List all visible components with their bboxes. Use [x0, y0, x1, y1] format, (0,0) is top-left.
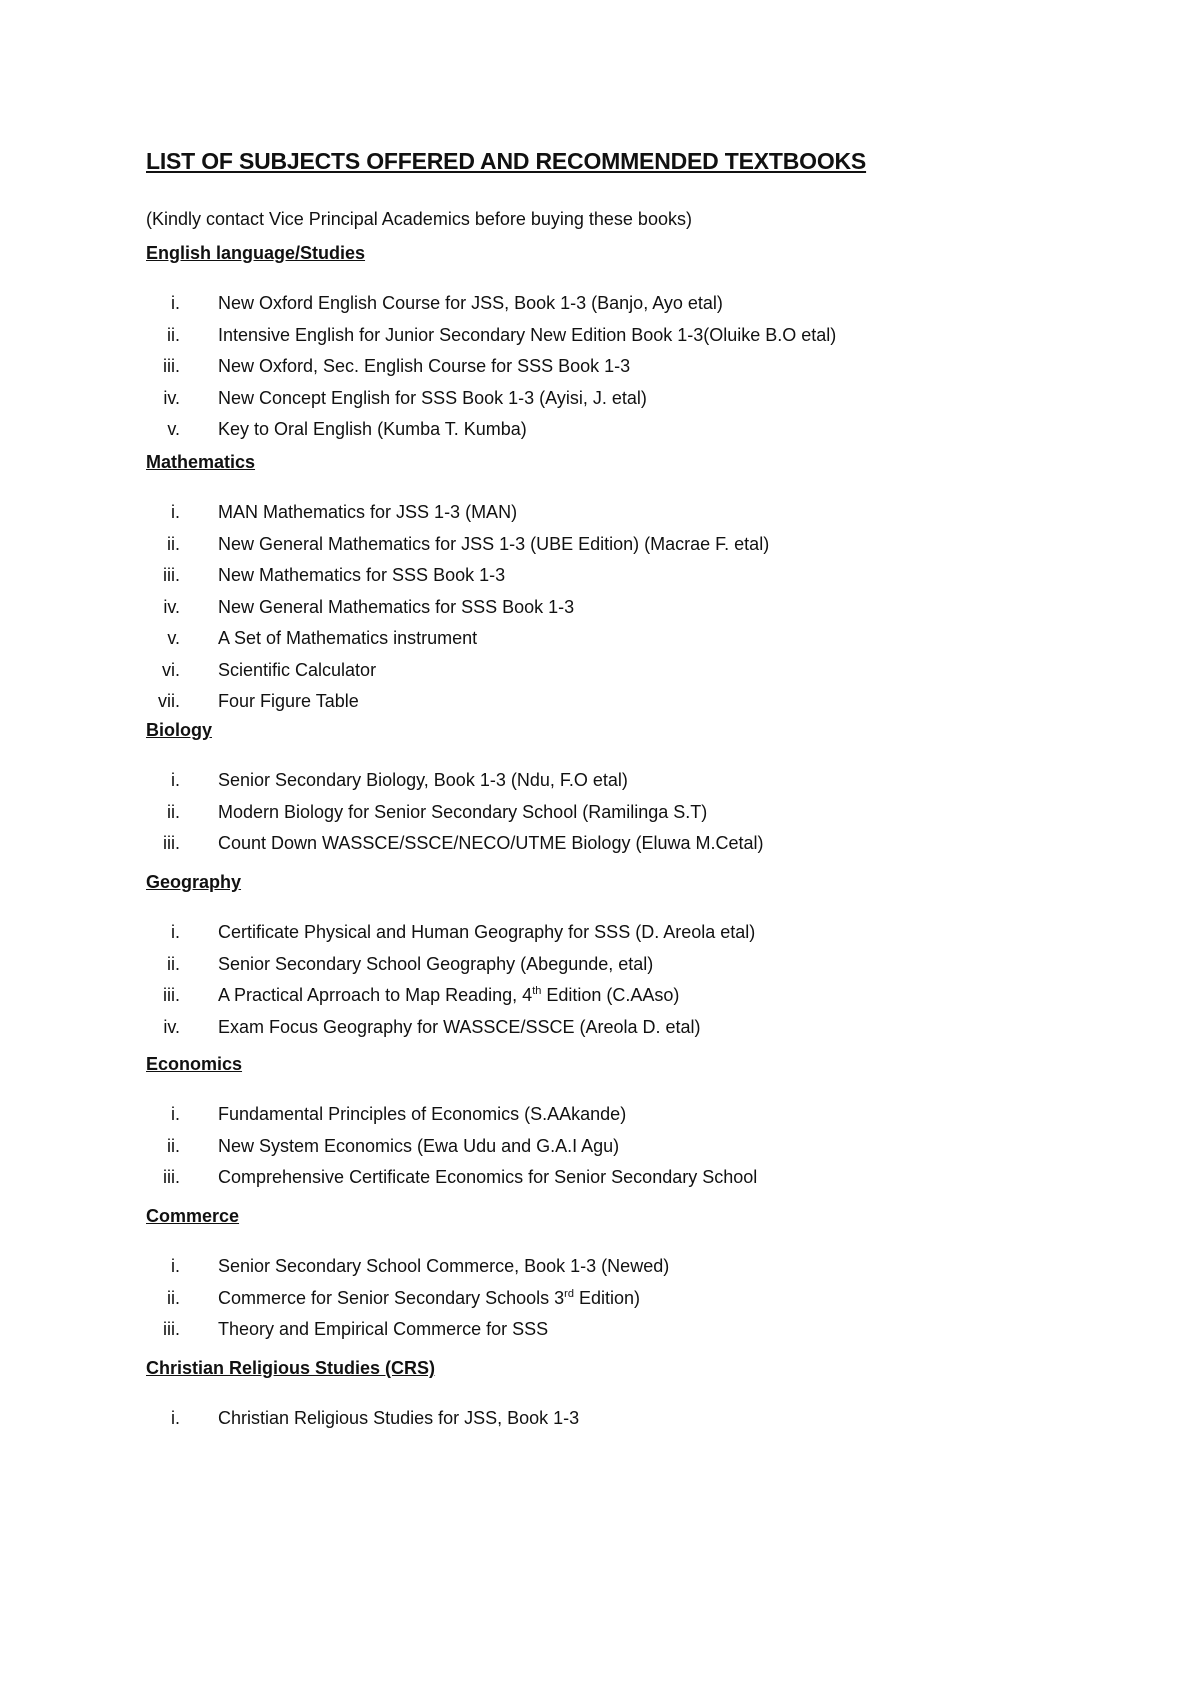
item-number: vi. — [162, 659, 180, 680]
subject-section — [146, 1051, 1146, 1196]
textbook-item — [146, 290, 1146, 322]
item-text: New Oxford English Course for JSS, Book 1-3 (Banjo, Ayo etal) — [218, 293, 723, 313]
item-text: New Concept English for SSS Book 1-3 (Ayisi, J. etal) — [218, 387, 647, 408]
textbook-item — [146, 1285, 1146, 1317]
item-number: i. — [171, 502, 180, 522]
textbook-list — [146, 767, 1146, 862]
item-number: iii. — [163, 985, 180, 1005]
textbook-item — [146, 1316, 1146, 1348]
item-number: ii. — [167, 801, 180, 822]
item-number: ii. — [167, 324, 180, 345]
item-text: New Oxford, Sec. English Course for SSS Book 1-3 — [218, 356, 631, 376]
item-number: ii. — [167, 953, 180, 974]
textbook-item — [146, 322, 1146, 354]
item-text-before: A Practical Aprroach to Map Reading, 4 — [218, 985, 533, 1005]
textbook-list — [146, 499, 1146, 720]
subject-section — [146, 869, 1146, 1045]
item-number: ii. — [167, 1287, 180, 1308]
item-text: Intensive English for Junior Secondary New Edition Book 1-3(Oluike B.O etal) — [218, 324, 837, 345]
item-text-after: Edition (C.AAso) — [541, 985, 680, 1005]
textbook-item — [146, 951, 1146, 983]
item-number: iv. — [163, 387, 180, 408]
item-number: v. — [167, 628, 180, 648]
item-text-after: Edition) — [573, 1287, 640, 1308]
subject-heading: English language/Studies — [146, 243, 366, 263]
item-number: i. — [171, 922, 180, 942]
textbook-item — [146, 799, 1146, 831]
textbook-item — [146, 416, 1146, 448]
subject-heading: Mathematics — [146, 452, 256, 472]
item-text: Senior Secondary School Geography (Abegunde, etal) — [218, 953, 654, 974]
textbook-item — [146, 562, 1146, 594]
textbook-item — [146, 1405, 1146, 1437]
subject-section — [146, 1203, 1146, 1348]
item-number: i. — [171, 1256, 180, 1276]
item-number: iv. — [163, 596, 180, 617]
item-text: Four Figure Table — [218, 691, 359, 711]
item-text-superscript: rd — [564, 1287, 574, 1300]
item-text: Certificate Physical and Human Geography for SSS (D. Areola etal) — [218, 922, 756, 942]
item-text: New Mathematics for SSS Book 1-3 — [218, 565, 506, 585]
textbook-list — [146, 290, 1146, 448]
item-text — [218, 1285, 640, 1311]
document-note: (Kindly contact Vice Principal Academics before buying these books) — [146, 209, 692, 229]
textbook-item — [146, 688, 1146, 720]
item-number: iv. — [163, 1016, 180, 1037]
item-number: i. — [171, 770, 180, 790]
item-text: New General Mathematics for SSS Book 1-3 — [218, 596, 575, 617]
item-text: Scientific Calculator — [218, 659, 377, 680]
textbook-item — [146, 625, 1146, 657]
subject-section — [146, 717, 1146, 862]
item-text: New System Economics (Ewa Udu and G.A.I Agu) — [218, 1135, 620, 1156]
item-number: i. — [171, 1408, 180, 1428]
textbook-list — [146, 1253, 1146, 1348]
textbook-item — [146, 353, 1146, 385]
item-text-before: Commerce for Senior Secondary Schools 3 — [218, 1287, 565, 1308]
item-number: v. — [167, 419, 180, 439]
item-number: ii. — [167, 533, 180, 554]
item-text: Count Down WASSCE/SSCE/NECO/UTME Biology (Eluwa M.Cetal) — [218, 833, 764, 853]
subject-section — [146, 1355, 1146, 1437]
subject-section — [146, 240, 1146, 448]
item-number: iii. — [163, 833, 180, 853]
subject-heading: Commerce — [146, 1206, 240, 1226]
item-text: New General Mathematics for JSS 1-3 (UBE Edition) (Macrae F. etal) — [218, 533, 770, 554]
item-text: Key to Oral English (Kumba T. Kumba) — [218, 419, 527, 439]
item-text: Theory and Empirical Commerce for SSS — [218, 1319, 549, 1339]
item-number: vii. — [158, 691, 180, 711]
item-number: iii. — [163, 565, 180, 585]
textbook-list — [146, 1101, 1146, 1196]
textbook-item — [146, 1133, 1146, 1165]
textbook-item — [146, 385, 1146, 417]
textbook-item — [146, 594, 1146, 626]
item-text: A Set of Mathematics instrument — [218, 628, 478, 648]
textbook-item — [146, 919, 1146, 951]
item-number: iii. — [163, 356, 180, 376]
item-number: iii. — [163, 1319, 180, 1339]
item-text-superscript: th — [532, 985, 542, 997]
textbook-item — [146, 657, 1146, 689]
item-text: Modern Biology for Senior Secondary School (Ramilinga S.T) — [218, 801, 708, 822]
item-text: Senior Secondary School Commerce, Book 1-3 (Newed) — [218, 1256, 670, 1276]
item-text: Senior Secondary Biology, Book 1-3 (Ndu, F.O etal) — [218, 770, 628, 790]
subject-heading: Economics — [146, 1054, 243, 1074]
subject-heading: Geography — [146, 872, 242, 892]
textbook-item — [146, 499, 1146, 531]
subject-heading: Christian Religious Studies (CRS) — [146, 1358, 436, 1378]
item-text — [218, 982, 679, 1008]
textbook-item — [146, 1253, 1146, 1285]
subject-section — [146, 449, 1146, 720]
item-text: MAN Mathematics for JSS 1-3 (MAN) — [218, 502, 518, 522]
textbook-item — [146, 531, 1146, 563]
textbook-item — [146, 830, 1146, 862]
textbook-item — [146, 1101, 1146, 1133]
item-text: Christian Religious Studies for JSS, Book 1-3 — [218, 1408, 580, 1428]
item-number: i. — [171, 1104, 180, 1124]
subject-heading: Biology — [146, 720, 212, 740]
textbook-item — [146, 767, 1146, 799]
item-number: i. — [171, 293, 180, 313]
item-text: Exam Focus Geography for WASSCE/SSCE (Areola D. etal) — [218, 1016, 701, 1037]
textbook-list — [146, 919, 1146, 1045]
item-text: Comprehensive Certificate Economics for Senior Secondary School — [218, 1167, 758, 1187]
item-number: iii. — [163, 1167, 180, 1187]
textbook-item — [146, 1164, 1146, 1196]
item-number: ii. — [167, 1135, 180, 1156]
textbook-item — [146, 982, 1146, 1014]
textbook-item — [146, 1014, 1146, 1046]
item-text: Fundamental Principles of Economics (S.AAkande) — [218, 1104, 627, 1124]
document-title: LIST OF SUBJECTS OFFERED AND RECOMMENDED TEXTBOOKS — [146, 148, 867, 174]
textbook-list — [146, 1405, 1146, 1437]
